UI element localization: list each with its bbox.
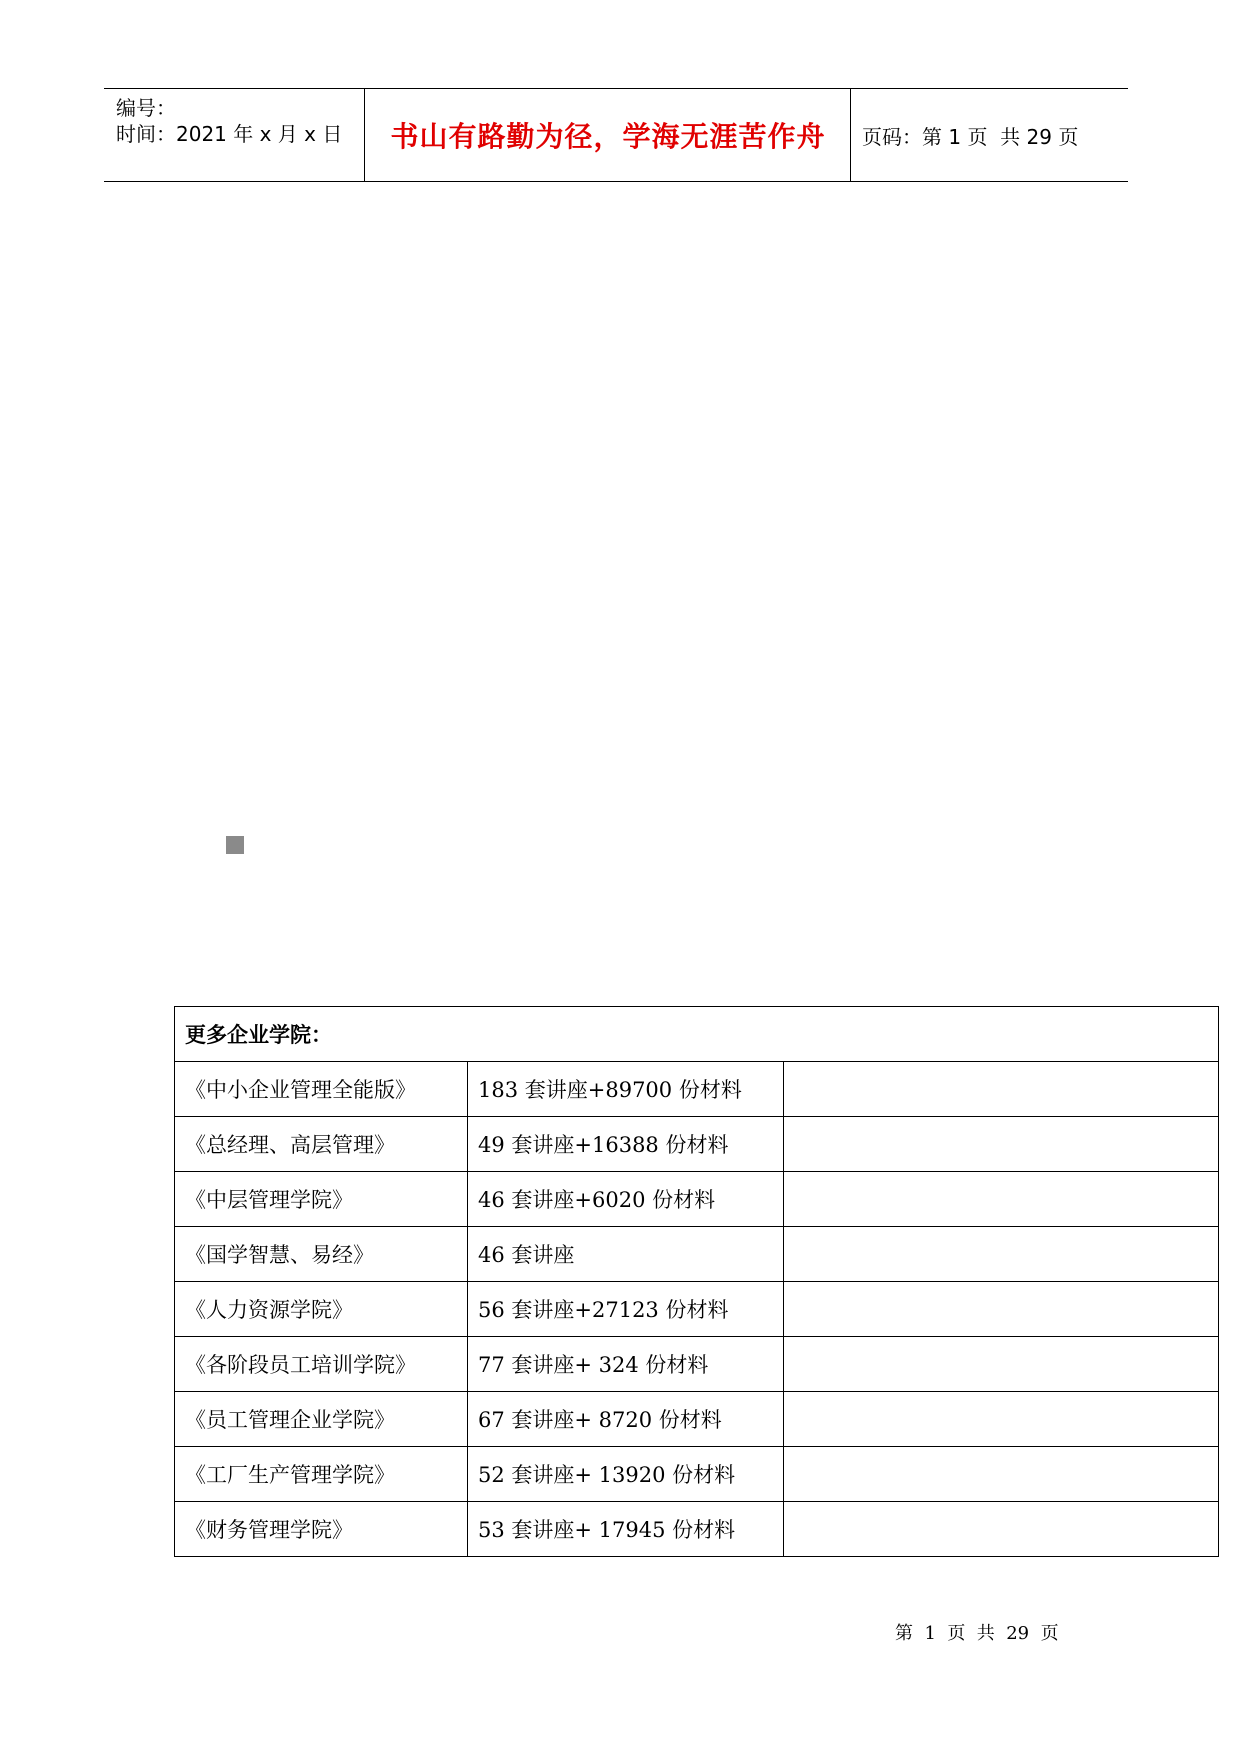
- academy-extra-cell: [784, 1502, 1219, 1557]
- academy-name-cell: 《总经理、高层管理》: [175, 1117, 468, 1172]
- academy-name-cell: 《人力资源学院》: [175, 1282, 468, 1337]
- header-meta: [104, 89, 365, 181]
- academy-name-cell: 《员工管理企业学院》: [175, 1392, 468, 1447]
- academy-content-cell: 183 套讲座+89700 份材料: [468, 1062, 784, 1117]
- table-row: [175, 1062, 1219, 1117]
- table-row: [175, 1392, 1219, 1447]
- table-heading-row: [175, 1007, 1219, 1062]
- academy-content-cell: 56 套讲座+27123 份材料: [468, 1282, 784, 1337]
- academy-content-cell: 77 套讲座+ 324 份材料: [468, 1337, 784, 1392]
- academy-content-cell: 46 套讲座+6020 份材料: [468, 1172, 784, 1227]
- academy-extra-cell: [784, 1337, 1219, 1392]
- academy-name-cell: 《中小企业管理全能版》: [175, 1062, 468, 1117]
- serial-label: 编号：: [116, 96, 176, 120]
- academy-content-cell: 67 套讲座+ 8720 份材料: [468, 1392, 784, 1447]
- table-row: [175, 1172, 1219, 1227]
- academy-extra-cell: [784, 1062, 1219, 1117]
- academy-content-cell: 49 套讲座+16388 份材料: [468, 1117, 784, 1172]
- academy-name-cell: 《中层管理学院》: [175, 1172, 468, 1227]
- page-code: 页码：第 1 页 共 29 页: [862, 124, 1079, 149]
- academy-name-cell: 《各阶段员工培训学院》: [175, 1337, 468, 1392]
- table-row: [175, 1337, 1219, 1392]
- academy-table: [174, 1006, 1219, 1557]
- academy-extra-cell: [784, 1172, 1219, 1227]
- table-row: [175, 1117, 1219, 1172]
- academy-name-cell: 《财务管理学院》: [175, 1502, 468, 1557]
- academy-name-cell: 《工厂生产管理学院》: [175, 1447, 468, 1502]
- academy-extra-cell: [784, 1447, 1219, 1502]
- academy-extra-cell: [784, 1282, 1219, 1337]
- time-label: 时间：2021 年 x 月 x 日: [116, 122, 343, 146]
- header-motto-cell: [366, 89, 851, 181]
- table-row: [175, 1282, 1219, 1337]
- page-header: [104, 88, 1128, 182]
- table-row: [175, 1502, 1219, 1557]
- table-row: [175, 1227, 1219, 1282]
- academy-content-cell: 46 套讲座: [468, 1227, 784, 1282]
- academy-extra-cell: [784, 1392, 1219, 1447]
- academy-name-cell: 《国学智慧、易经》: [175, 1227, 468, 1282]
- academy-content-cell: 53 套讲座+ 17945 份材料: [468, 1502, 784, 1557]
- academy-extra-cell: [784, 1227, 1219, 1282]
- table-row: [175, 1447, 1219, 1502]
- academy-content-cell: 52 套讲座+ 13920 份材料: [468, 1447, 784, 1502]
- square-marker-icon: [226, 836, 244, 854]
- page-footer: 第 1 页 共 29 页: [895, 1623, 1059, 1644]
- motto: 书山有路勤为径，学海无涯苦作舟: [390, 120, 826, 153]
- header-page-cell: [862, 89, 1128, 181]
- academy-extra-cell: [784, 1117, 1219, 1172]
- table-heading: 更多企业学院：: [175, 1007, 1219, 1062]
